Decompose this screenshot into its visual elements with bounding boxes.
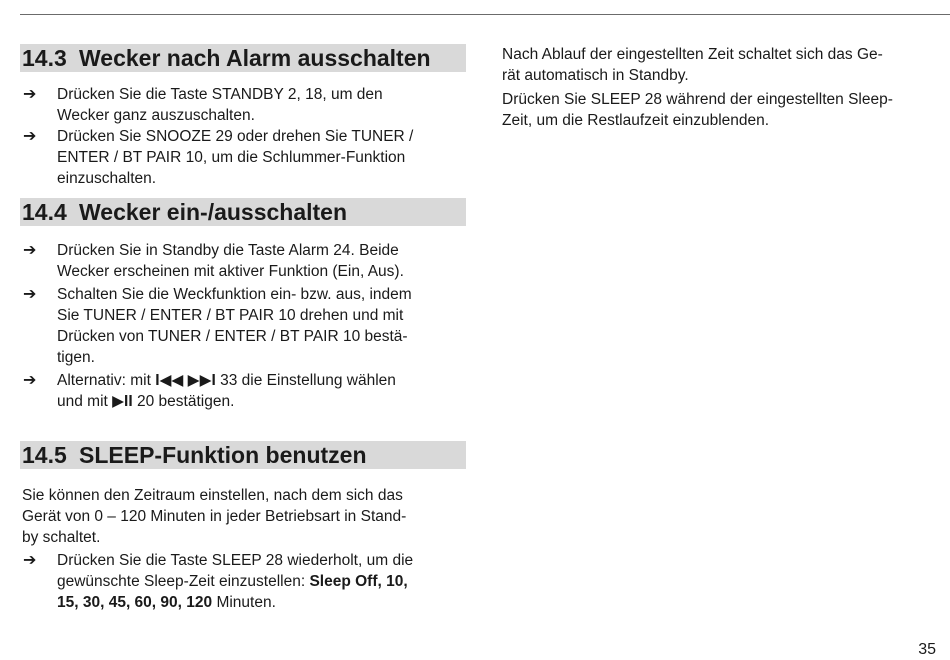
arrow-bullet-icon: ➔ (23, 372, 37, 389)
section-heading-14-5 (20, 441, 466, 469)
arrow-bullet-icon: ➔ (23, 286, 37, 303)
play-pause-icon: ▶II (112, 393, 133, 410)
arrow-bullet-icon: ➔ (23, 128, 37, 145)
section-number: 14.5 (22, 442, 67, 468)
section-number: 14.3 (22, 45, 67, 71)
arrow-bullet-icon: ➔ (23, 552, 37, 569)
section-heading-14-4 (20, 198, 466, 226)
arrow-bullet-icon: ➔ (23, 242, 37, 259)
list-item: ➔ Drücken Sie SNOOZE 29 oder drehen Sie TUNER / ENTER / BT PAIR 10, um die Schlummer-Funktion einzuschalten. (23, 128, 414, 187)
section-number: 14.4 (22, 199, 67, 225)
bullet-list-14-4 (20, 240, 466, 412)
list-item: ➔ Alternativ: mit I◀◀ ▶▶I 33 die Einstellung wählen und mit ▶II 20 bestätigen. (23, 372, 396, 410)
paragraph-remaining-time: Drücken Sie SLEEP 28 während der eingestellten Sleep- Zeit, um die Restlaufzeit einzublenden. (502, 91, 893, 129)
list-item: ➔ Drücken Sie in Standby die Taste Alarm 24. Beide Wecker erscheinen mit aktiver Funktion (Ein, Aus). (23, 242, 404, 280)
list-item: ➔ Drücken Sie die Taste SLEEP 28 wiederholt, um die gewünschte Sleep-Zeit einzustellen: Sleep Off, 10, 15, 30, 45, 60, 90, 120 Minuten. (23, 552, 414, 611)
sleep-intro-paragraph: Sie können den Zeitraum einstellen, nach dem sich das Gerät von 0 – 120 Minuten in jeder Betriebsart in Stand- by schaltet. (22, 487, 407, 546)
arrow-bullet-icon: ➔ (23, 86, 37, 103)
section-heading-14-3 (20, 44, 466, 72)
skip-prev-next-icon: I◀◀ ▶▶I (155, 372, 216, 389)
right-column (502, 44, 947, 131)
paragraph-standby: Nach Ablauf der eingestellten Zeit schaltet sich das Ge- rät automatisch in Standby. (502, 46, 883, 84)
top-rule (20, 14, 950, 15)
section-title: Wecker nach Alarm ausschalten (79, 45, 431, 71)
bullet-list-14-3 (20, 84, 466, 189)
left-column (20, 44, 466, 613)
section-title: SLEEP-Funktion benutzen (79, 442, 367, 468)
page-number: 35 (918, 641, 936, 658)
list-item: ➔ Schalten Sie die Weckfunktion ein- bzw. aus, indem Sie TUNER / ENTER / BT PAIR 10 drehen und mit Drücken von TUNER / ENTER / BT PAIR 10 bestä- tigen. (23, 286, 412, 366)
list-item: ➔ Drücken Sie die Taste STANDBY 2, 18, um den Wecker ganz auszuschalten. (23, 86, 383, 124)
section-title: Wecker ein-/ausschalten (79, 199, 348, 225)
bullet-list-14-5 (20, 550, 466, 613)
